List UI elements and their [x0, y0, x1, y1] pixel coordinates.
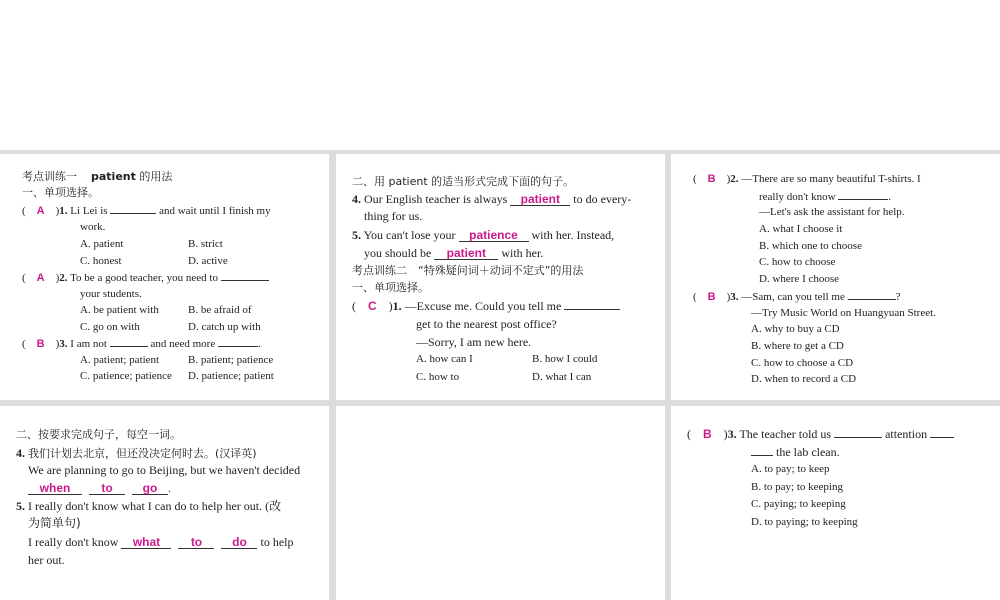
question-5 — [16, 499, 281, 513]
question-1 — [352, 299, 620, 313]
answer-blank — [834, 427, 882, 438]
answer-choice: B — [707, 173, 716, 185]
question-number: 1. — [59, 205, 68, 217]
option-b: B. patient; patience — [188, 354, 274, 366]
answer-fill: patient — [434, 247, 498, 260]
question-number: 5. — [16, 499, 25, 513]
paren-right: ) — [726, 173, 731, 185]
question-text-cont: We are planning to go to Beijing, but we haven't decided — [28, 463, 301, 477]
question-text: Our English teacher is always — [364, 192, 508, 206]
answer-blank — [221, 270, 269, 281]
option-b: B. how I could — [532, 353, 598, 365]
panel-exercise-2[interactable] — [336, 154, 665, 400]
option-b: B. be afraid of — [188, 304, 252, 316]
option-c: C. how to choose — [759, 256, 836, 268]
paren-left: ( — [687, 427, 691, 441]
subsection-title: 二、按要求完成句子，每空一词。 — [16, 428, 181, 441]
answer-blank — [564, 299, 620, 310]
question-5 — [352, 228, 614, 242]
paren-right: ) — [388, 299, 393, 313]
answer-fill: go — [132, 482, 168, 495]
subsection-title: 一、单项选择。 — [22, 186, 99, 199]
option-d: D. active — [188, 255, 228, 267]
answer-fill: to — [89, 482, 125, 495]
question-text: I am not — [70, 338, 107, 350]
question-text: The teacher told us — [739, 427, 832, 441]
question-number: 1. — [392, 299, 402, 313]
question-text: to do every- — [573, 192, 632, 206]
option-a: A. patient — [80, 238, 124, 250]
question-text: with her. Instead, — [531, 228, 615, 242]
question-number: 4. — [352, 192, 361, 206]
answer-blank — [838, 189, 888, 200]
answer-blank — [930, 427, 954, 438]
option-c: C. go on with — [80, 321, 140, 333]
paren-right: ) — [723, 427, 728, 441]
answer-fill: when — [28, 482, 82, 495]
title-suffix: 的用法 — [139, 170, 173, 183]
question-text-cont: —Sorry, I am new here. — [416, 335, 532, 349]
subsection-title: 二、用 patient 的适当形式完成下面的句子。 — [352, 175, 575, 188]
question-text: you should be — [364, 246, 432, 260]
title-word: patient — [91, 170, 136, 183]
answer-line — [28, 535, 293, 549]
question-text: attention — [885, 427, 928, 441]
question-text: To be a good teacher, you need to — [70, 272, 218, 284]
question-1 — [22, 203, 271, 218]
question-text: —There are so many beautiful T-shirts. I — [741, 173, 921, 185]
option-a: A. patient; patient — [80, 354, 160, 366]
question-text-cont — [751, 445, 840, 459]
question-text-cont: —Let's ask the assistant for help. — [759, 206, 905, 218]
panel-exercise-1[interactable] — [0, 154, 329, 400]
question-4 — [16, 446, 257, 461]
option-a: A. why to buy a CD — [751, 323, 840, 335]
paren-left: ( — [693, 173, 697, 185]
answer-fill: patient — [510, 193, 570, 206]
option-a: A. to pay; to keep — [751, 463, 830, 475]
answer-fill: do — [221, 536, 257, 549]
question-text-cont: 为简单句) — [28, 516, 81, 530]
option-a: A. what I choose it — [759, 223, 843, 235]
question-text: —Excuse me. Could you tell me — [404, 299, 562, 313]
question-text: 我们计划去北京，但还没决定何时去。(汉译英) — [28, 447, 257, 460]
question-text: the lab clean. — [776, 445, 840, 459]
answer-choice: C — [368, 299, 377, 313]
subsection-title: 一、单项选择。 — [352, 281, 429, 294]
option-d: D. to paying; to keeping — [751, 516, 858, 528]
option-c: C. honest — [80, 255, 122, 267]
option-c: C. paying; to keeping — [751, 498, 846, 510]
option-d: D. where I choose — [759, 273, 840, 285]
option-a: A. how can I — [416, 353, 473, 365]
answer-blank — [848, 289, 896, 300]
panel-empty — [336, 406, 665, 600]
paren-right: ) — [55, 205, 60, 217]
question-2 — [693, 172, 921, 186]
panel-exercise-3[interactable] — [671, 154, 1000, 400]
option-c: C. patience; patience — [80, 370, 172, 382]
answer-fill: patience — [459, 229, 529, 242]
question-text: —Sam, can you tell me — [741, 291, 845, 303]
answer-fill: to — [178, 536, 214, 549]
question-text: I really don't know — [28, 535, 119, 549]
answer-blank — [218, 336, 258, 347]
question-text: You can't lose your — [363, 228, 456, 242]
paren-right: ) — [726, 291, 731, 303]
question-text-cont: thing for us. — [364, 209, 423, 223]
answer-choice: A — [36, 205, 45, 217]
answer-blank — [110, 336, 148, 347]
answer-choice: B — [703, 427, 712, 441]
question-text: Li Lei is — [70, 205, 108, 217]
question-text-cont: really don't know . — [759, 191, 892, 203]
question-text-cont: work. — [80, 221, 106, 233]
option-d: D. when to record a CD — [751, 373, 857, 385]
question-3: ( B )3. I am not and need more . — [22, 338, 261, 350]
question-text: to help — [260, 535, 294, 549]
panel-exercise-4[interactable] — [0, 406, 329, 600]
section-title-2: 考点训练二 “特殊疑问词＋动词不定式”的用法 — [352, 264, 584, 277]
question-text: and wait until I finish my — [159, 205, 271, 217]
question-text-cont: her out. — [28, 553, 65, 567]
question-number: 3. — [730, 291, 739, 303]
question-text-cont: —Try Music World on Huangyuan Street. — [751, 307, 936, 319]
question-number: 5. — [352, 228, 361, 242]
option-b: B. strict — [188, 238, 223, 250]
answer-blank — [110, 203, 156, 214]
answer-line: when to go . — [28, 481, 171, 495]
paren-left: ( — [22, 338, 26, 350]
top-blank-area — [0, 0, 1000, 150]
answer-choice: B — [36, 338, 45, 350]
question-text-cont: your students. — [80, 288, 142, 300]
question-number: 4. — [16, 446, 25, 460]
answer-blank — [751, 445, 773, 456]
answer-choice: B — [707, 291, 716, 303]
question-3: ( B )3. —Sam, can you tell me ? — [693, 291, 901, 303]
section-title-1 — [22, 170, 172, 184]
question-3 — [687, 427, 954, 441]
option-b: B. to pay; to keeping — [751, 481, 843, 493]
option-d: D. patience; patient — [188, 370, 274, 382]
option-b: B. where to get a CD — [751, 340, 844, 352]
option-d: D. catch up with — [188, 321, 261, 333]
option-c: C. how to — [416, 371, 460, 383]
paren-left: ( — [352, 299, 356, 313]
question-number: 2. — [59, 272, 68, 284]
question-2 — [22, 270, 269, 285]
question-4 — [352, 192, 631, 206]
paren-left: ( — [22, 272, 26, 284]
answer-fill: what — [121, 536, 171, 549]
question-number: 2. — [730, 173, 739, 185]
panel-exercise-6[interactable] — [671, 406, 1000, 600]
answer-choice: A — [36, 272, 45, 284]
question-text: really don't know — [759, 191, 836, 203]
option-a: A. be patient with — [80, 304, 159, 316]
title-cn: 考点训练一 — [22, 170, 77, 183]
question-number: 3. — [727, 427, 737, 441]
paren-right: ) — [55, 272, 60, 284]
question-5-cont — [364, 246, 543, 260]
question-text: I really don't know what I can do to help her out. (改 — [28, 499, 282, 513]
question-number: 3. — [59, 338, 68, 350]
question-text-cont: get to the nearest post office? — [416, 317, 557, 331]
paren-left: ( — [22, 205, 26, 217]
option-c: C. how to choose a CD — [751, 357, 854, 369]
option-b: B. which one to choose — [759, 240, 862, 252]
paren-left: ( — [693, 291, 697, 303]
paren-right: ) — [55, 338, 60, 350]
question-text: and need more — [150, 338, 216, 350]
question-text: with her. — [501, 246, 544, 260]
option-d: D. what I can — [532, 371, 592, 383]
